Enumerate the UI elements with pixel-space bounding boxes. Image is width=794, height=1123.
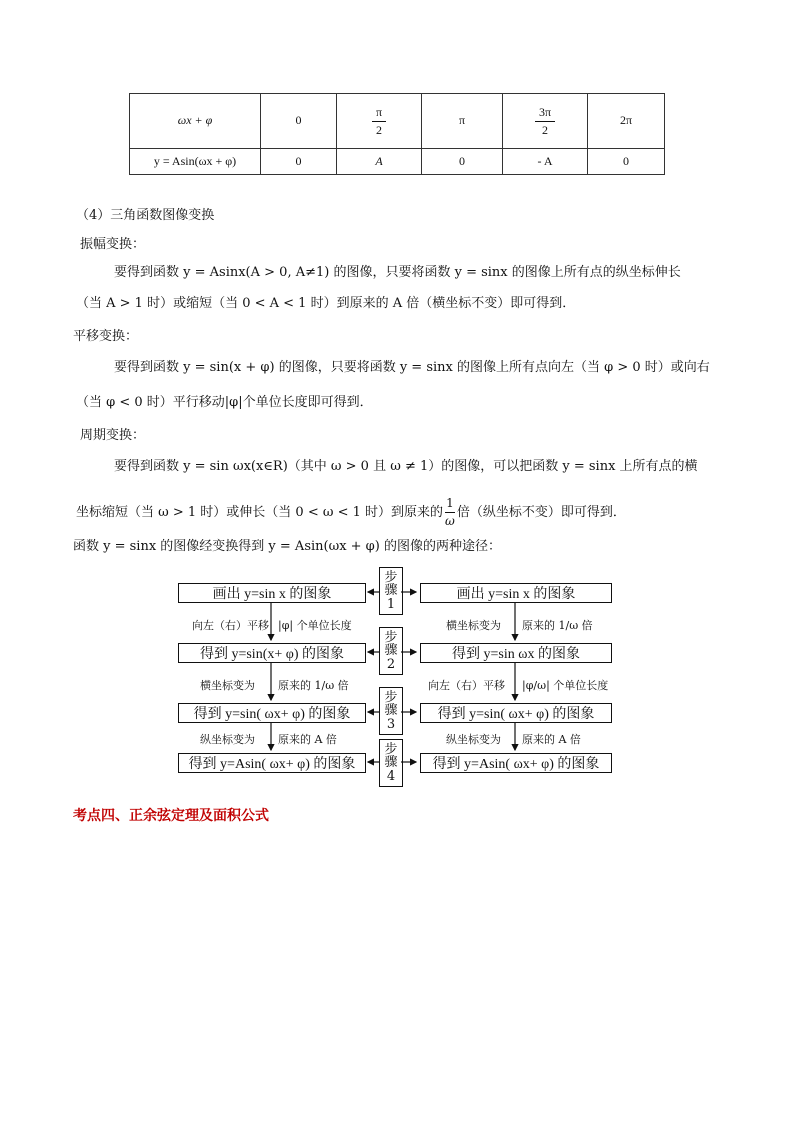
flow-label-left-3b: 原来的 A 倍 — [278, 733, 337, 746]
flow-label-left-2b: 原来的 1/ω 倍 — [278, 679, 349, 692]
table-cell: A — [337, 148, 422, 174]
step-box-2: 步 骤 2 — [379, 627, 403, 675]
fraction: $\frac{1}{\omega}$ — [445, 496, 455, 529]
flow-label-left-1a: 向左（右）平移 — [192, 619, 269, 632]
table-cell: π — [422, 94, 503, 149]
table-cell: 2π — [588, 94, 665, 149]
period-title: 周期变换： — [80, 428, 146, 443]
amplitude-title: 振幅变换： — [80, 237, 146, 252]
section-heading-next: 考点四、正余弦定理及面积公式 — [73, 808, 269, 824]
flow-box-right-1: 画出 y=sin x 的图象 — [420, 583, 612, 603]
flow-box-left-3: 得到 y=sin( ωx+ φ) 的图象 — [178, 703, 366, 723]
fraction: $\frac{3\pi}{2}$ — [535, 106, 555, 137]
shift-text-2: （当 φ < 0 时）平行移动|φ|个单位长度即可得到． — [76, 395, 373, 410]
period-text-2: 坐标缩短（当 ω > 1 时）或伸长（当 0 < ω < 1 时）到原来的 $\frac{1}{\omega}$ 倍（纵坐标不变）即可得到． — [76, 496, 626, 529]
table-cell: 0 — [261, 94, 337, 149]
shift-title: 平移变换： — [73, 329, 139, 344]
table-row — [130, 94, 665, 149]
table-cell: y = Asin(ωx + φ) — [130, 148, 261, 174]
flow-label-right-2a: 向左（右）平移 — [428, 679, 505, 692]
table-cell — [503, 94, 588, 149]
flow-box-left-2: 得到 y=sin(x+ φ) 的图象 — [178, 643, 366, 663]
flow-box-right-2: 得到 y=sin ωx 的图象 — [420, 643, 612, 663]
flow-label-left-2a: 横坐标变为 — [200, 679, 255, 692]
value-table — [129, 93, 665, 175]
flow-label-right-1a: 横坐标变为 — [446, 619, 501, 632]
flow-box-right-3: 得到 y=sin( ωx+ φ) 的图象 — [420, 703, 612, 723]
table-cell: - A — [503, 148, 588, 174]
flow-label-right-3b: 原来的 A 倍 — [522, 733, 581, 746]
flow-label-left-1b: |φ| 个单位长度 — [278, 619, 352, 632]
table-cell: 0 — [422, 148, 503, 174]
flow-box-right-4: 得到 y=Asin( ωx+ φ) 的图象 — [420, 753, 612, 773]
flow-label-right-3a: 纵坐标变为 — [446, 733, 501, 746]
step-box-4: 步 骤 4 — [379, 739, 403, 787]
table-cell: ωx + φ — [130, 94, 261, 149]
flow-label-right-2b: |φ/ω| 个单位长度 — [522, 679, 609, 692]
table-cell — [337, 94, 422, 149]
table-row — [130, 148, 665, 174]
section-title: （4）三角函数图像变换 — [76, 208, 215, 223]
step-box-3: 步 骤 3 — [379, 687, 403, 735]
shift-text-1: 要得到函数 y = sin(x + φ) 的图像，只要将函数 y = sinx 的图像上所有点向左（当 φ > 0 时）或向右 — [114, 360, 710, 375]
fraction: $\frac{\pi}{2}$ — [372, 106, 386, 137]
flow-box-left-1: 画出 y=sin x 的图象 — [178, 583, 366, 603]
period-text-1: 要得到函数 y = sin ωx(x∈R)（其中 ω > 0 且 ω ≠ 1）的图像，可以把函数 y = sinx 上所有点的横 — [114, 459, 698, 474]
flow-box-left-4: 得到 y=Asin( ωx+ φ) 的图象 — [178, 753, 366, 773]
table-cell: 0 — [261, 148, 337, 174]
amplitude-text-2: （当 A > 1 时）或缩短（当 0 < A < 1 时）到原来的 A 倍（横坐标不变）即可得到． — [76, 296, 576, 311]
table-cell: 0 — [588, 148, 665, 174]
step-box-1: 步 骤 1 — [379, 567, 403, 615]
flow-label-left-3a: 纵坐标变为 — [200, 733, 255, 746]
two-ways-text: 函数 y = sinx 的图像经变换得到 y = Asin(ωx + φ) 的图像的两种途径： — [73, 539, 501, 554]
amplitude-text-1: 要得到函数 y = Asinx(A > 0, A≠1) 的图像，只要将函数 y = sinx 的图像上所有点的纵坐标伸长 — [114, 265, 681, 280]
transformation-flowchart — [178, 565, 614, 790]
flow-label-right-1b: 原来的 1/ω 倍 — [522, 619, 593, 632]
